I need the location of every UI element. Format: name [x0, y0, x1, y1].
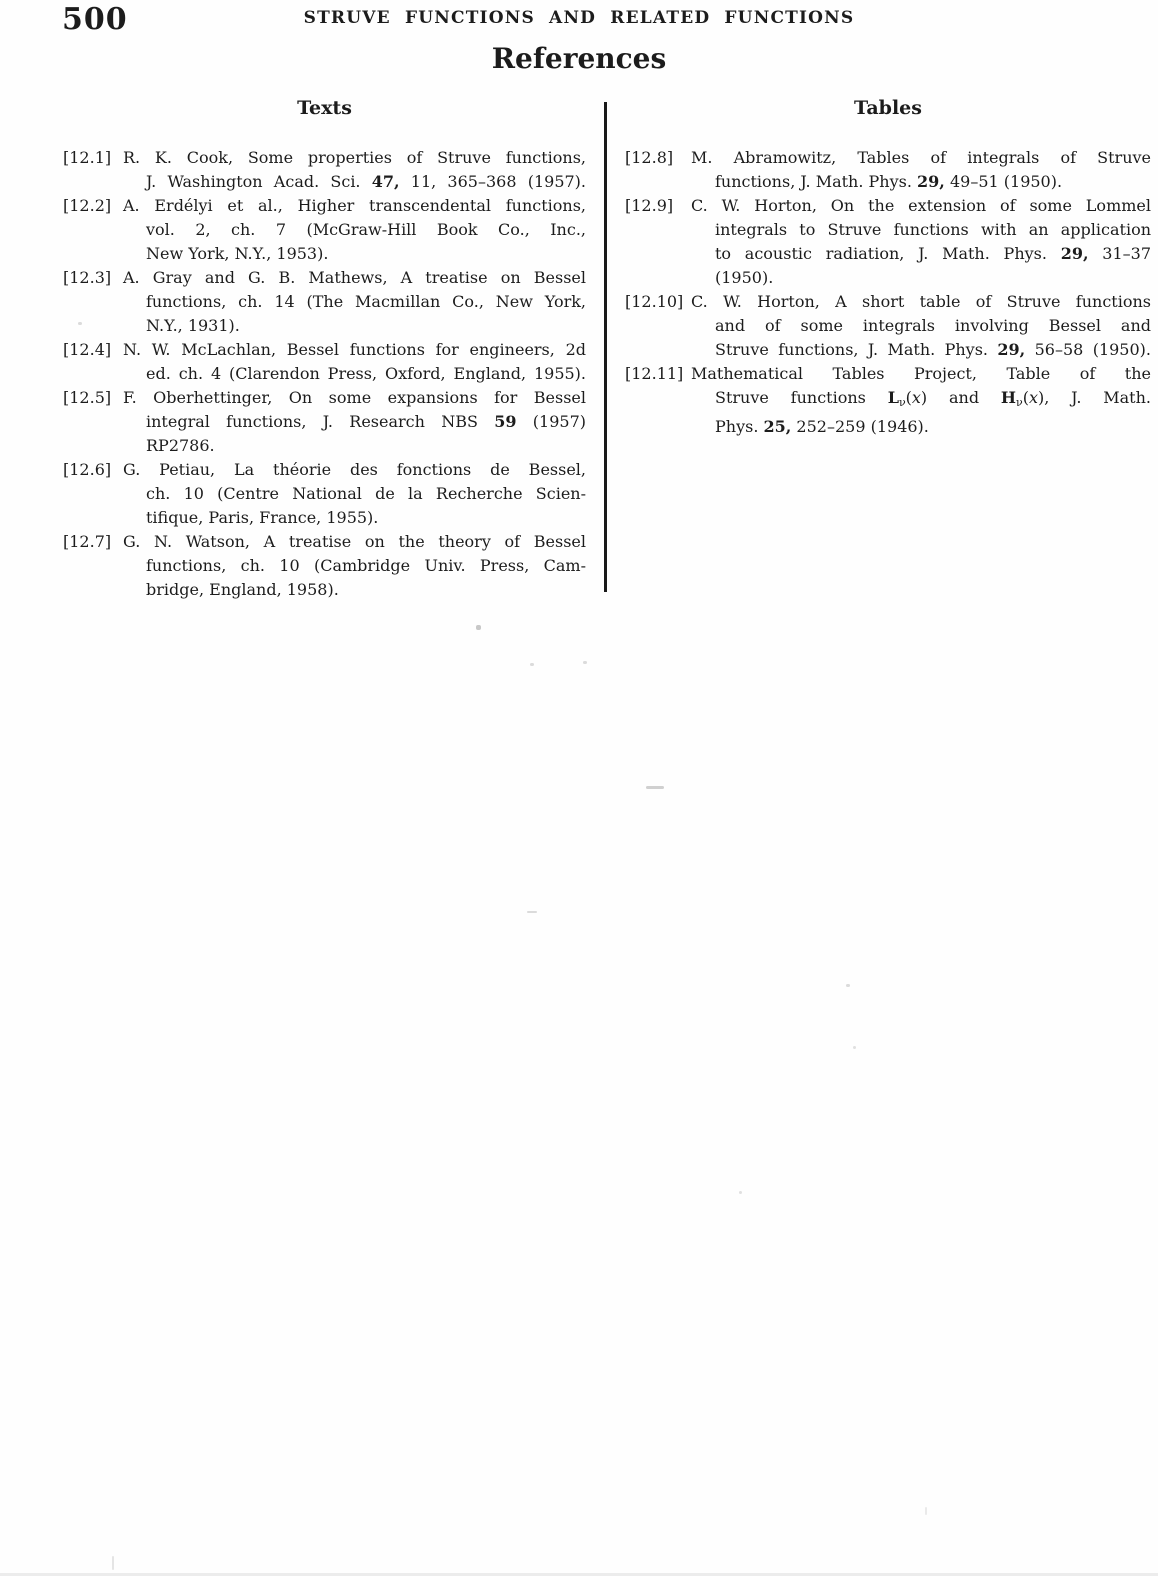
entry-text: N. W. McLachlan, Bessel functions for engineers, 2d: [123, 340, 586, 359]
entry-text: 59: [494, 412, 517, 431]
entry-label: [12.9]: [625, 196, 674, 215]
entry-line: [63, 434, 586, 458]
reference-entry: [625, 290, 1151, 362]
entry-text: C. W. Horton, On the extension of some Lommel: [691, 196, 1151, 215]
entry-line: [63, 362, 586, 386]
entry-text: A. Gray and G. B. Mathews, A treatise on Bessel: [123, 268, 586, 287]
entry-line: [625, 314, 1151, 338]
entry-text: 29,: [917, 172, 945, 191]
entry-text: 29,: [1060, 244, 1089, 263]
reference-entry: [63, 386, 586, 458]
entry-text: ν: [1016, 396, 1023, 409]
entry-text: and of some integrals involving Bessel and: [715, 316, 1151, 335]
entry-line: [625, 242, 1151, 266]
entry-text: integral functions, J. Research NBS: [146, 412, 495, 431]
entry-text: 31–37: [1088, 244, 1152, 263]
entry-text: H: [1000, 388, 1017, 407]
scan-artifact: [583, 661, 587, 664]
scan-artifact: [112, 1556, 114, 1570]
reference-entry: [625, 194, 1151, 290]
column-divider-rule: [604, 102, 607, 592]
entry-label: [12.10]: [625, 292, 684, 311]
entry-line: [63, 458, 586, 482]
entry-line: [625, 362, 1151, 386]
entry-line: [625, 386, 1151, 415]
reference-entry: [63, 146, 586, 194]
entry-text: 47,: [371, 172, 400, 191]
running-head: STRUVE FUNCTIONS AND RELATED FUNCTIONS: [303, 8, 855, 28]
entry-text: R. K. Cook, Some properties of Struve functions,: [123, 148, 586, 167]
entry-line: [63, 410, 586, 434]
entry-line: [625, 194, 1151, 218]
entry-line: [63, 554, 586, 578]
entry-label: [12.11]: [625, 364, 684, 383]
entry-label: [12.2]: [63, 196, 112, 215]
entry-text: G. Petiau, La théorie des fonctions de Bessel,: [123, 460, 586, 479]
entry-line: [63, 386, 586, 410]
entry-text: 25,: [763, 417, 792, 436]
entry-text: 56–58 (1950).: [1025, 340, 1151, 359]
entry-text: to acoustic radiation, J. Math. Phys.: [715, 244, 1061, 263]
tables-entries: [625, 146, 1151, 439]
scan-artifact: [646, 786, 664, 789]
page-number: 500: [62, 2, 128, 37]
tables-column-heading: Tables: [854, 97, 922, 119]
reference-entry: [63, 530, 586, 602]
entry-label: [12.8]: [625, 148, 674, 167]
entry-line: [625, 146, 1151, 170]
entry-label: [12.3]: [63, 268, 112, 287]
entry-text: functions, ch. 10 (Cambridge Univ. Press, Cam-: [146, 556, 586, 575]
entry-line: [625, 218, 1151, 242]
entry-line: [63, 530, 586, 554]
entry-line: [63, 506, 586, 530]
scan-artifact: [853, 1046, 856, 1049]
entry-text: integrals to Struve functions with an application: [715, 220, 1151, 239]
entry-text: (: [905, 388, 912, 407]
entry-line: [63, 290, 586, 314]
reference-entry: [625, 146, 1151, 194]
entry-line: [63, 218, 586, 242]
scan-artifact: [476, 625, 481, 630]
entry-text: N.Y., 1931).: [146, 316, 240, 335]
entry-text: (: [1022, 388, 1029, 407]
texts-column-heading: Texts: [297, 97, 352, 119]
entry-label: [12.7]: [63, 532, 112, 551]
entry-text: L: [887, 388, 899, 407]
entry-text: ν: [898, 396, 906, 409]
entry-text: C. W. Horton, A short table of Struve functions: [691, 292, 1151, 311]
entry-line: [63, 578, 586, 602]
entry-line: [63, 146, 586, 170]
entry-line: [63, 242, 586, 266]
entry-text: M. Abramowitz, Tables of integrals of Struve: [691, 148, 1151, 167]
tables-column: [625, 97, 1151, 439]
entry-text: 29,: [997, 340, 1026, 359]
scan-artifact: [530, 663, 534, 666]
entry-text: G. N. Watson, A treatise on the theory of Bessel: [123, 532, 586, 551]
entry-line: [625, 290, 1151, 314]
reference-entry: [63, 338, 586, 386]
entry-text: Mathematical Tables Project, Table of the: [691, 364, 1151, 383]
entry-label: [12.6]: [63, 460, 112, 479]
entry-text: functions, J. Math. Phys.: [715, 172, 918, 191]
entry-text: New York, N.Y., 1953).: [146, 244, 329, 263]
scan-artifact: [925, 1507, 927, 1515]
reference-entry: [63, 266, 586, 338]
entry-text: ) and: [920, 388, 1001, 407]
entry-line: [63, 314, 586, 338]
entry-text: tifique, Paris, France, 1955).: [146, 508, 379, 527]
entry-line: [625, 170, 1151, 194]
entry-text: (1950).: [715, 268, 774, 287]
entry-line: [63, 338, 586, 362]
entry-text: x: [1028, 388, 1039, 407]
entry-text: functions, ch. 14 (The Macmillan Co., New York,: [146, 292, 586, 311]
entry-text: Struve functions: [715, 388, 888, 407]
entry-line: [63, 194, 586, 218]
entry-line: [625, 415, 1151, 439]
entry-text: RP2786.: [146, 436, 215, 455]
entry-text: J. Washington Acad. Sci.: [146, 172, 372, 191]
entry-text: vol. 2, ch. 7 (McGraw-Hill Book Co., Inc.,: [146, 220, 586, 239]
entry-text: ed. ch. 4 (Clarendon Press, Oxford, England, 1955).: [146, 364, 586, 383]
entry-line: [63, 170, 586, 194]
entry-text: A. Erdélyi et al., Higher transcendental functions,: [123, 196, 586, 215]
entry-text: Struve functions, J. Math. Phys.: [715, 340, 998, 359]
entry-text: x: [911, 388, 921, 407]
entry-label: [12.5]: [63, 388, 112, 407]
entry-text: ), J. Math.: [1038, 388, 1152, 407]
entry-text: Phys.: [715, 417, 764, 436]
entry-text: 49–51 (1950).: [944, 172, 1063, 191]
entry-text: F. Oberhettinger, On some expansions for Bessel: [123, 388, 586, 407]
texts-column: [63, 97, 586, 602]
texts-entries: [63, 146, 586, 602]
entry-label: [12.1]: [63, 148, 112, 167]
entry-line: [625, 266, 1151, 290]
entry-text: 252–259 (1946).: [791, 417, 929, 436]
reference-entry: [625, 362, 1151, 439]
entry-line: [63, 482, 586, 506]
entry-line: [625, 338, 1151, 362]
reference-entry: [63, 458, 586, 530]
entry-text: bridge, England, 1958).: [146, 580, 339, 599]
scan-artifact: [846, 984, 850, 987]
scan-artifact: [739, 1191, 742, 1194]
reference-entry: [63, 194, 586, 266]
entry-text: ch. 10 (Centre National de la Recherche Scien-: [146, 484, 586, 503]
section-title: References: [491, 42, 667, 75]
entry-text: (1957): [516, 412, 586, 431]
entry-text: 11, 365–368 (1957).: [399, 172, 587, 191]
entry-label: [12.4]: [63, 340, 112, 359]
entry-line: [63, 266, 586, 290]
scan-artifact: [78, 322, 82, 325]
scan-artifact: [527, 911, 537, 913]
